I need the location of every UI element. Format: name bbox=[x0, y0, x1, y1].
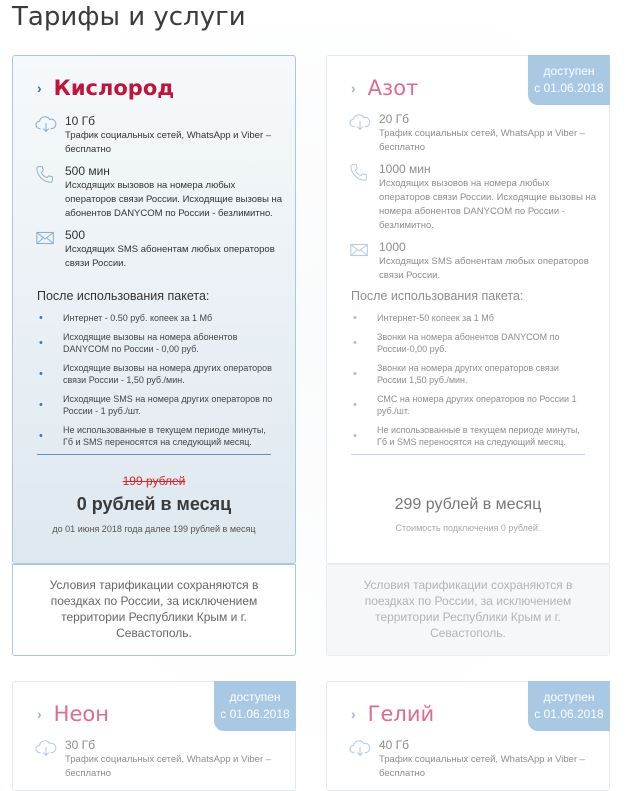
cloud-download-icon bbox=[349, 738, 373, 758]
tariff-name: Кислород bbox=[53, 76, 175, 100]
feature-internet bbox=[35, 114, 287, 157]
tariff-card-azot[interactable] bbox=[326, 55, 610, 564]
list-item: • Исходящие SMS на номера других операторов по России - 1 руб./шт. bbox=[37, 393, 273, 417]
divider bbox=[351, 454, 585, 455]
availability-badge: доступен с 01.06.2018 bbox=[528, 55, 610, 105]
page-title: Тарифы и услуги bbox=[12, 2, 246, 32]
tariff-card-kislorod[interactable] bbox=[12, 55, 296, 564]
feature-value: 30 Гб bbox=[65, 738, 96, 752]
feature-value: 10 Гб bbox=[65, 114, 96, 128]
cloud-download-icon bbox=[349, 112, 373, 132]
envelope-icon bbox=[35, 228, 59, 248]
roaming-note: Условия тарификации сохраняются в поездках по России, за исключением территории Республики Крым и г. Севастополь. bbox=[326, 564, 610, 656]
tariff-name: Гелий bbox=[367, 702, 435, 726]
tariff-card-neon[interactable] bbox=[12, 681, 296, 791]
availability-badge: доступен с 01.06.2018 bbox=[528, 681, 610, 731]
feature-value: 20 Гб bbox=[379, 112, 410, 126]
availability-badge: доступен с 01.06.2018 bbox=[214, 681, 296, 731]
feature-sms bbox=[35, 228, 287, 271]
price-note: Стоимость подключения 0 рублей. bbox=[395, 523, 541, 533]
chevron-right-icon: › bbox=[37, 706, 42, 722]
phone-icon bbox=[349, 162, 373, 182]
chevron-right-icon: › bbox=[351, 80, 356, 96]
tariff-header[interactable] bbox=[37, 702, 109, 726]
chevron-right-icon: › bbox=[351, 706, 356, 722]
feature-desc: Трафик социальных сетей, WhatsApp и Viber – бесплатно bbox=[65, 754, 272, 779]
price: 299 рублей в месяц bbox=[394, 496, 542, 513]
phone-icon bbox=[35, 164, 59, 184]
feature-value: 1000 bbox=[379, 240, 406, 254]
list-item: • Интернет - 0.50 руб. копеек за 1 Мб bbox=[37, 312, 273, 324]
tariff-header[interactable] bbox=[37, 76, 174, 100]
tariff-name: Азот bbox=[367, 76, 419, 100]
feature-sms bbox=[349, 240, 601, 283]
price-note: до 01 июня 2018 года далее 199 рублей в месяц bbox=[52, 524, 256, 534]
list-item: • Исходящие вызовы на номера других операторов связи России - 1,50 руб./мин. bbox=[37, 362, 273, 386]
feature-internet bbox=[349, 738, 601, 781]
feature-desc: Исходящих вызовов на номера любых операторов связи России. Исходящие вызовы на абонентов DANYCOM по России - безлимитно. bbox=[65, 180, 283, 219]
after-package-title: После использования пакета: bbox=[37, 289, 210, 303]
tariff-header[interactable] bbox=[351, 76, 418, 100]
old-price: 199 рублей bbox=[122, 474, 186, 488]
feature-desc: Исходящих SMS абонентам любых операторов связи России. bbox=[65, 244, 275, 269]
after-package-title: После использования пакета: bbox=[351, 289, 524, 303]
tariff-card-geliy[interactable] bbox=[326, 681, 610, 791]
feature-minutes bbox=[35, 164, 287, 221]
list-item: • Не использованные в текущем периоде минуты, Гб и SMS переносятся на следующий месяц. bbox=[37, 424, 273, 448]
feature-desc: Трафик социальных сетей, WhatsApp и Viber – бесплатно bbox=[379, 128, 586, 153]
chevron-right-icon: › bbox=[37, 80, 42, 96]
feature-desc: Трафик социальных сетей, WhatsApp и Viber – бесплатно bbox=[65, 130, 272, 155]
list-item: • Не использованные в текущем периоде минуты, Гб и SMS переносятся на следующий месяц. bbox=[351, 424, 587, 448]
list-item: • СМС на номера других операторов по России 1 руб./шт. bbox=[351, 393, 587, 417]
envelope-icon bbox=[349, 240, 373, 260]
feature-value: 1000 мин bbox=[379, 162, 431, 176]
tariff-header[interactable] bbox=[351, 702, 434, 726]
roaming-note: Условия тарификации сохраняются в поездках по России, за исключением территории Республики Крым и г. Севастополь. bbox=[12, 564, 296, 656]
list-item: • Интернет-50 копеек за 1 Мб bbox=[351, 312, 587, 324]
feature-internet bbox=[349, 112, 601, 155]
feature-desc: Исходящих вызовов на номера любых операторов связи России. Исходящие вызовы на номера абонентов DANYCOM по России - безлимитно. bbox=[379, 178, 597, 231]
after-package-list bbox=[37, 312, 273, 455]
divider bbox=[37, 454, 271, 455]
list-item: • Звонки на номера абонентов DANYCOM по России-0,00 руб. bbox=[351, 331, 587, 355]
cloud-download-icon bbox=[35, 114, 59, 134]
feature-desc: Исходящих SMS абонентам любых операторов связи России. bbox=[379, 256, 589, 281]
feature-internet bbox=[35, 738, 287, 781]
feature-minutes bbox=[349, 162, 601, 233]
tariff-name: Неон bbox=[53, 702, 109, 726]
feature-desc: Трафик социальных сетей, WhatsApp и Viber – бесплатно bbox=[379, 754, 586, 779]
feature-value: 500 мин bbox=[65, 164, 110, 178]
cloud-download-icon bbox=[35, 738, 59, 758]
price: 0 рублей в месяц bbox=[76, 494, 232, 514]
list-item: • Звонки на номера других операторов связи России 1,50 руб./мин. bbox=[351, 362, 587, 386]
feature-value: 40 Гб bbox=[379, 738, 410, 752]
after-package-list bbox=[351, 312, 587, 455]
feature-value: 500 bbox=[65, 228, 86, 242]
list-item: • Исходящие вызовы на номера абонентов DANYCOM по России - 0,00 руб. bbox=[37, 331, 273, 355]
